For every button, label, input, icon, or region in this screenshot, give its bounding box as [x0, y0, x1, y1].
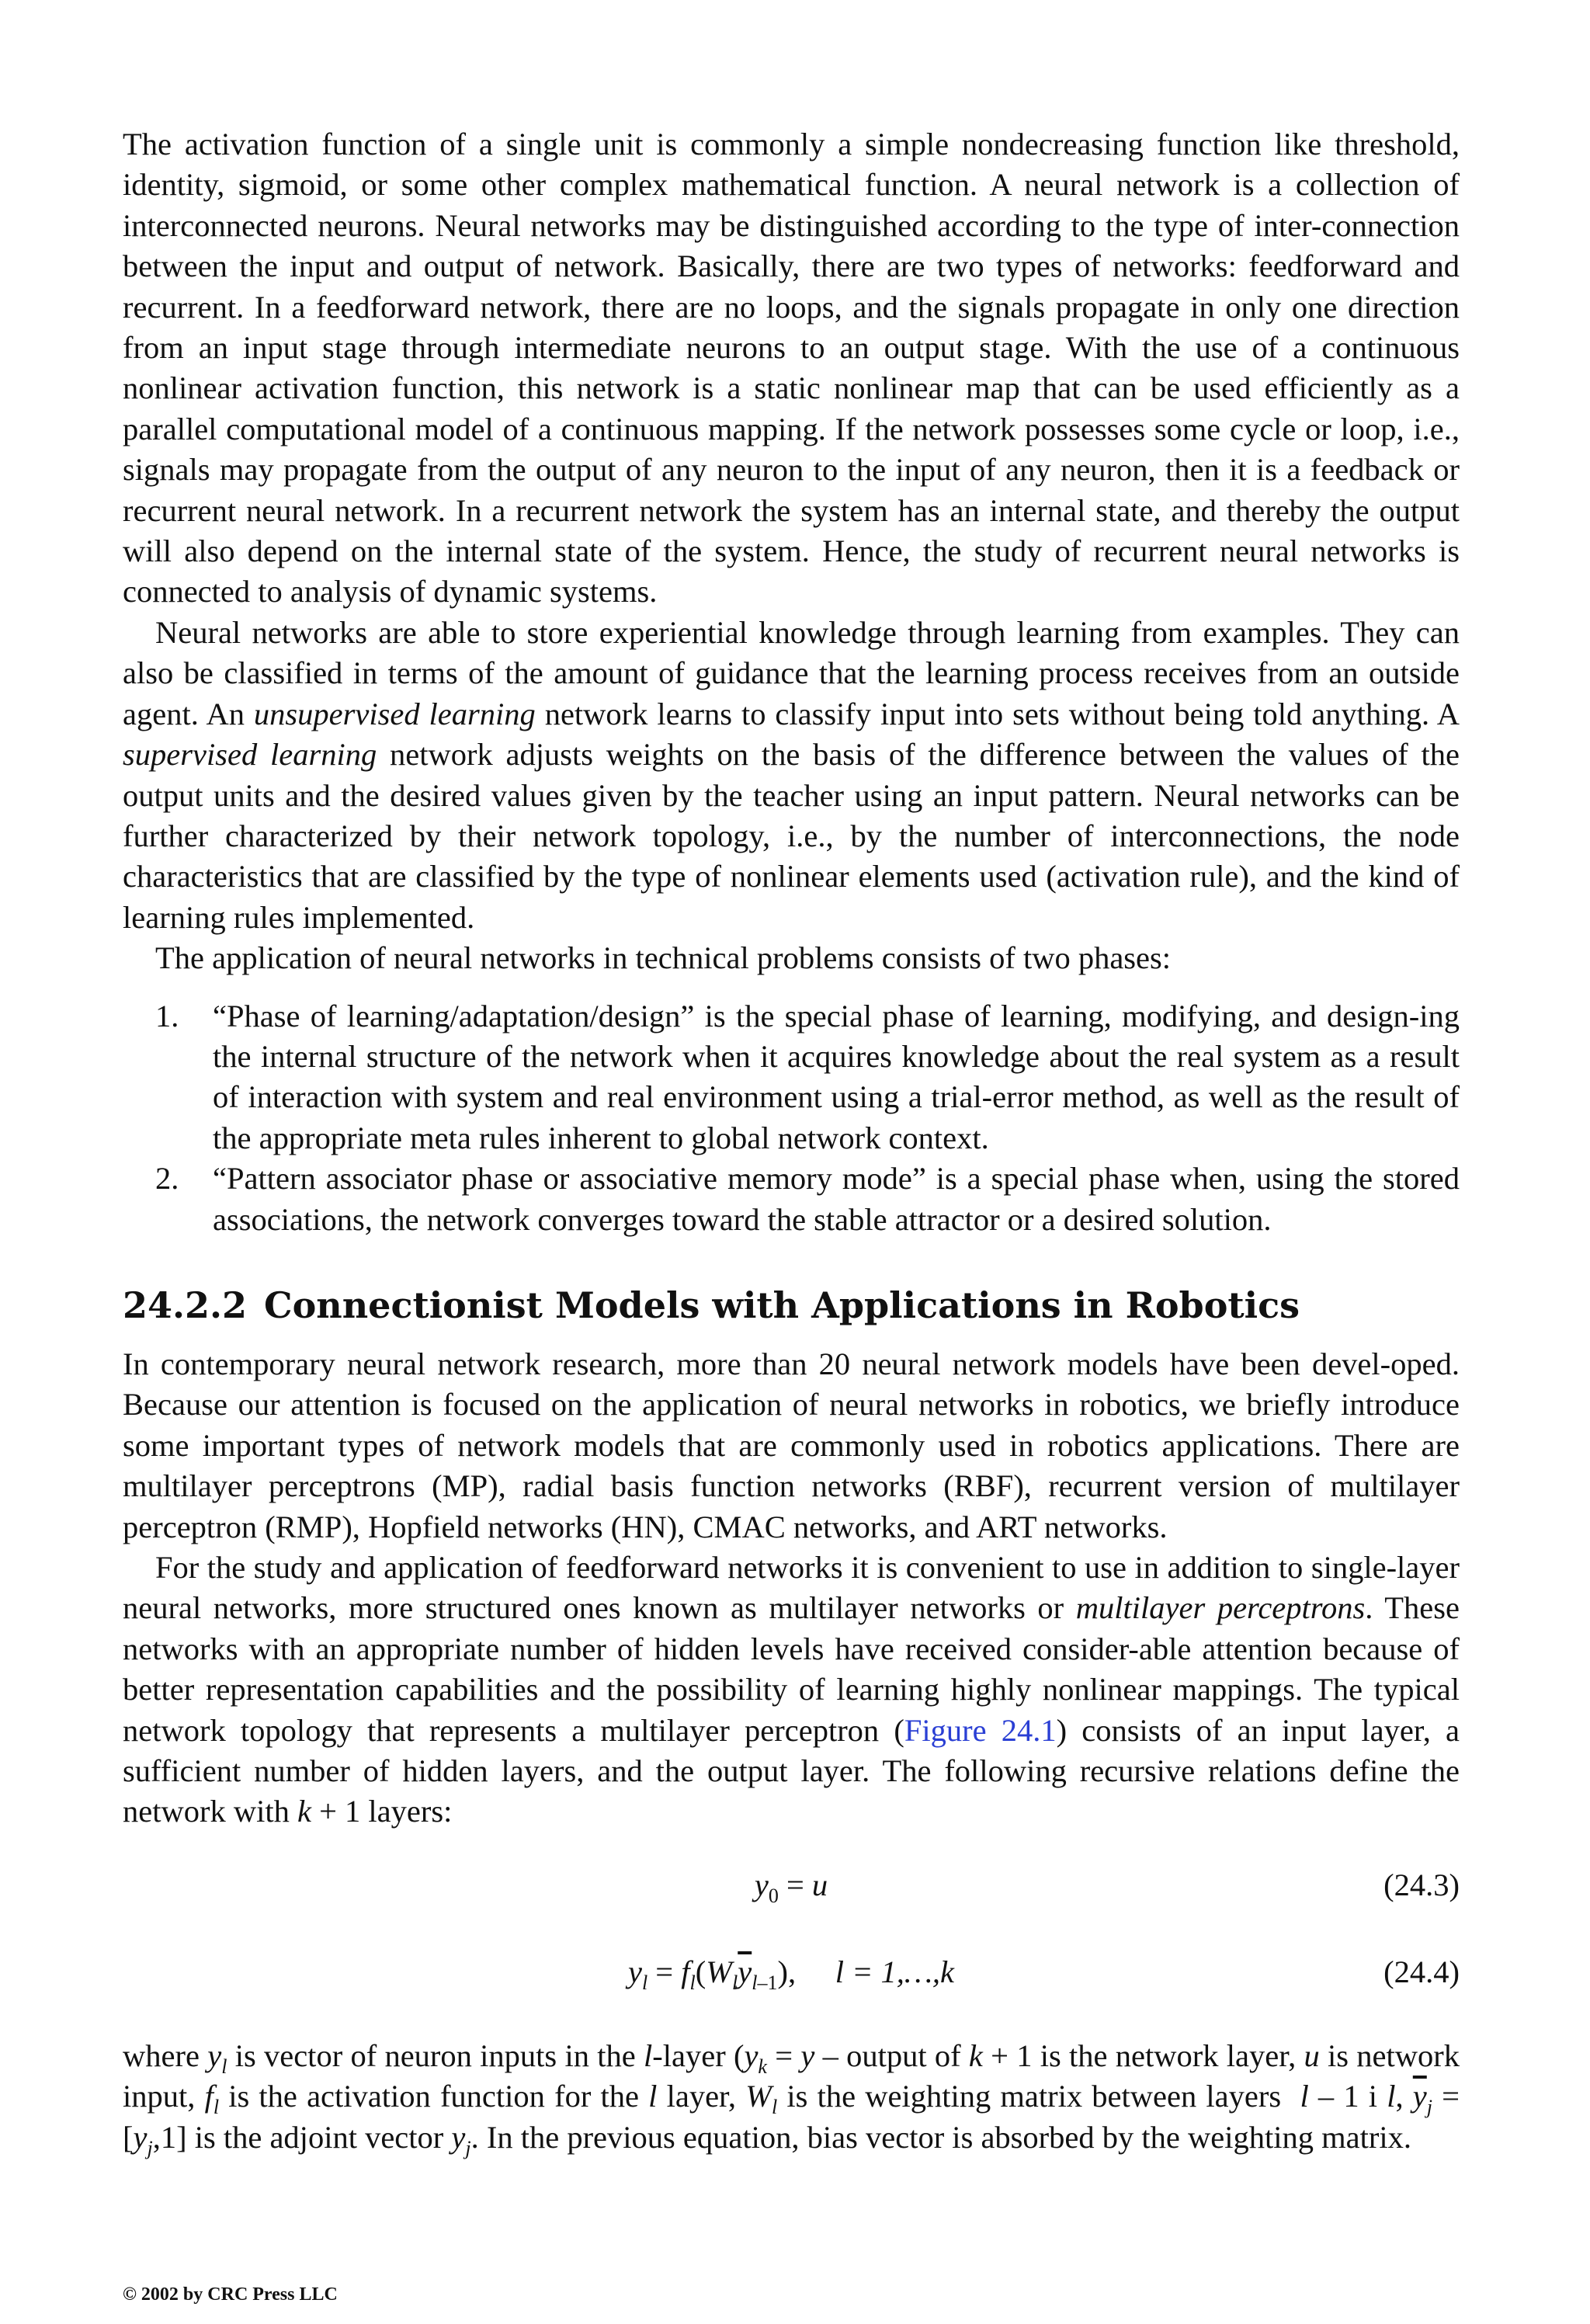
text-run: layer,: [657, 2079, 746, 2114]
text-run: is the adjoint vector: [186, 2119, 452, 2155]
paragraph-network-models: In contemporary neural network research, more than 20 neural network models have been devel-oped. Because our attention is focused on the application of neural networks in robotics, we briefly introduce some important types of network models that are commonly used in robotics applications. There are multilayer perceptrons (MP), radial basis function networks (RBF), recurrent version of multilayer perceptron (RMP), Hopfield networks (HN), CMAC networks, and ART networks.: [123, 1346, 1460, 1544]
paragraph-activation-function: The activation function of a single unit is commonly a simple nondecreasing function like threshold, identity, sigmoid, or some other complex mathematical function. A neural network is a collection of interconnected neurons. Neural networks may be distinguished according to the type of inter-connection between the input and output of network. Basically, there are two types of networks: feedforward and recurrent. In a feedforward network, there are no loops, and the signals propagate in only one direction from an input stage through intermediate neurons to an output stage. With the use of a continuous nonlinear activation function, this network is a static nonlinear map that can be used efficiently as a parallel computational model of a continuous mapping. If the network possesses some cycle or loop, i.e., signals may propagate from the output of any neuron to the input of any neuron, then it is a feedback or recurrent neural network. In a recurrent network the system has an internal state, and thereby the output will also depend on the internal state of the system. Hence, the study of recurrent neural networks is connected to analysis of dynamic systems.: [123, 127, 1460, 610]
term-unsupervised-learning: unsupervised learning: [253, 696, 536, 731]
text-run: + 1 layers:: [311, 1794, 453, 1829]
text-run: For the study and application of feedforward networks it is convenient to use in addition to single-layer neural networks, more structured ones known as multilayer networks or: [123, 1550, 1460, 1626]
math-k: k: [297, 1794, 311, 1829]
text-run: is the weighting matrix between layers: [777, 2079, 1291, 2114]
text-run: network adjusts weights on the basis of the difference between the values of the output units and the desired values given by the teacher using an input pattern. Neural networks can be further characterized by their network topology, i.e., by the number of interconnections, the node characteristics that are classified by the type of nonlinear elements used (activation rule), and the kind of learning rules implemented.: [123, 737, 1460, 935]
text-run: is vector of neuron inputs in the: [227, 2037, 644, 2073]
equation-range: l = 1,…,k: [835, 1954, 955, 1989]
copyright-footer: © 2002 by CRC Press LLC: [123, 2284, 338, 2305]
phases-list: [123, 996, 1460, 1240]
text-run: . In the previous equation, bias vector is absorbed by the weighting matrix.: [470, 2119, 1411, 2155]
text-run: is network input,: [123, 2037, 1460, 2114]
equation-body: $y_0 = u$: [754, 1867, 828, 1907]
paragraph-two-phases: The application of neural networks in technical problems consists of two phases:: [155, 940, 1172, 976]
list-item: [123, 1159, 1460, 1240]
paragraph-where-definitions: where $y_l$ is vector of neuron inputs in the l-layer ($y_k = y$ – output of k + 1 is the network layer, u is network input, $f_l$ is the activation function for the l layer, $W_l$ is the weighting matrix between layers l – 1 i l, $\overline{y}_j = [y_j,1]$ is the adjoint vector $y_j$. In the previous equation, bias vector is absorbed by the weighting matrix.: [123, 2037, 1460, 2159]
section-title: Connectionist Models with Applications in Robotics: [264, 1284, 1300, 1326]
page-content: [123, 124, 1460, 2158]
list-item-text: “Pattern associator phase or associative memory mode” is a special phase when, using the stored associations, the network converges toward the stable attractor or a desired solution.: [213, 1161, 1460, 1237]
text-run: ) consists of an input layer, a sufficient number of hidden layers, and the output layer. The following recursive relations define the network with: [123, 1712, 1460, 1829]
list-item-number: 1.: [155, 998, 179, 1033]
figure-link[interactable]: Figure 24.1: [904, 1712, 1057, 1748]
list-item-number: 2.: [155, 1161, 179, 1197]
text-run: – output of: [814, 2037, 969, 2073]
paragraph-learning-types: [123, 613, 1460, 938]
term-supervised-learning: supervised learning: [123, 737, 377, 773]
text-run: -layer (: [652, 2037, 745, 2073]
term-multilayer-perceptrons: multilayer perceptrons: [1075, 1590, 1366, 1626]
section-heading: [123, 1284, 1460, 1327]
text-run: . These networks with an appropriate number of hidden levels have received consider-able attention because of better representation capabilities and the possibility of learning highly nonlinear mappings. The typical network topology that represents a multilayer perceptron (: [123, 1590, 1460, 1748]
section-number: 24.2.2: [123, 1284, 248, 1326]
equation-number: (24.4): [1383, 1954, 1460, 1989]
text-run: Neural networks are able to store experiential knowledge through learning from examples. They can also be classified in terms of the amount of guidance that the learning process receives from an outside agent. An: [123, 614, 1460, 731]
equation-body: $y_l = f_l(W_l\overline{y}_{l-1})$, l = 1,…,k: [627, 1954, 955, 1994]
text-run: is the activation function for the: [219, 2079, 649, 2114]
text-run: where: [123, 2037, 208, 2073]
equation-24-3: [123, 1865, 1460, 1905]
paragraph-multilayer-perceptrons: [123, 1548, 1460, 1832]
list-item-text: “Phase of learning/adaptation/design” is the special phase of learning, modifying, and design-ing the internal structure of the network when it acquires knowledge about the real system as a result of interaction with system and real environment using a trial-error method, as well as the result of the appropriate meta rules inherent to global network context.: [213, 998, 1460, 1155]
text-run: network learns to classify input into sets without being told anything. A: [535, 696, 1460, 731]
equation-number: (24.3): [1383, 1867, 1460, 1902]
list-item: [123, 996, 1460, 1159]
text-run: + 1 is the network layer,: [982, 2037, 1304, 2073]
equation-24-4: [123, 1952, 1460, 1992]
